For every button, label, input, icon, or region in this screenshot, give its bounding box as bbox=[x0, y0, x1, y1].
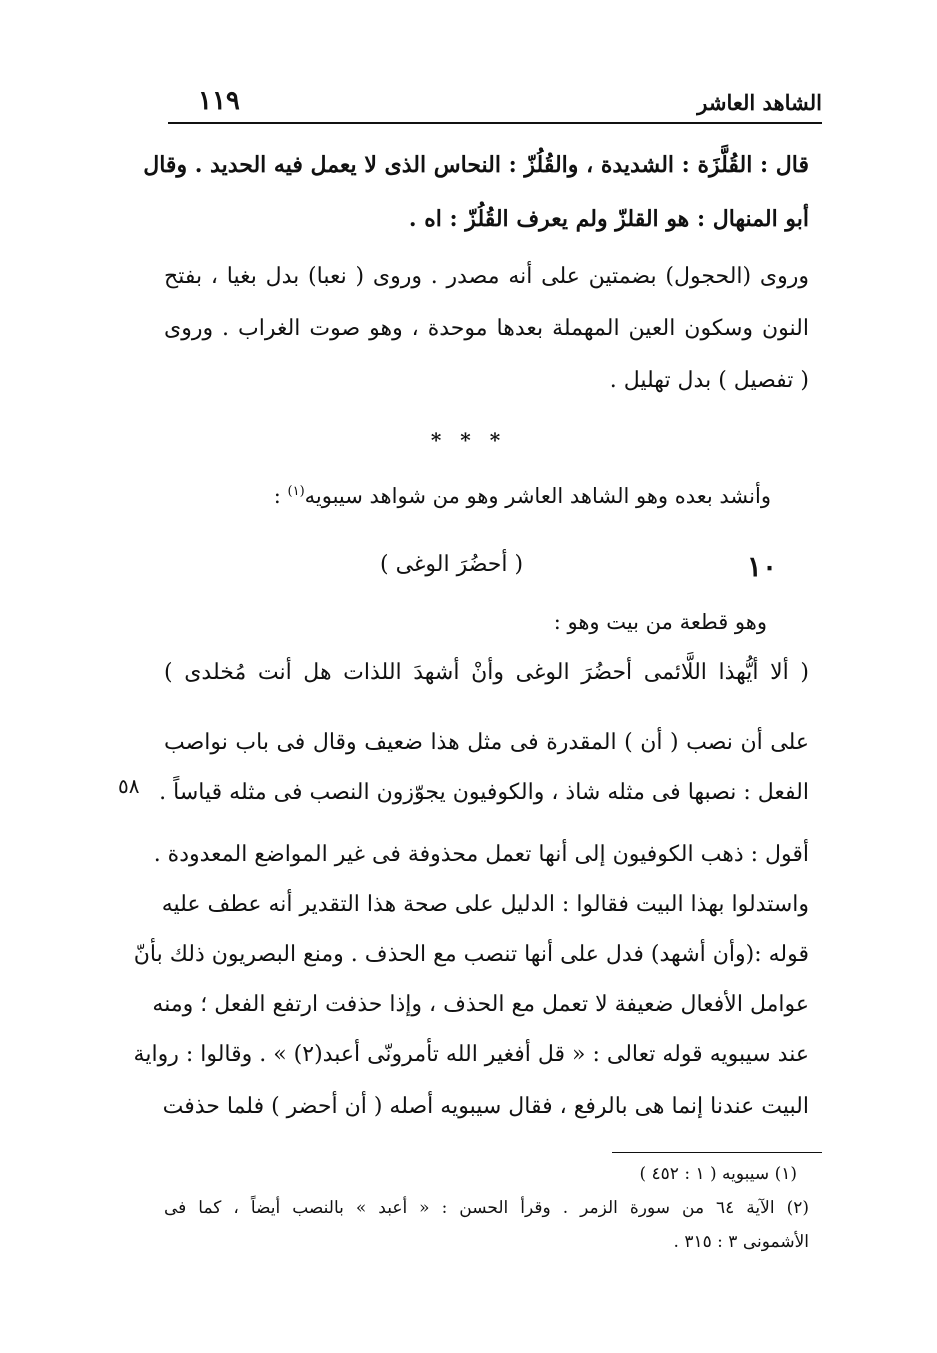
verse-line: ( ألا أيُّهذا اللَّائمى أحضُرَ الوغى وأنْ أشهدَ اللذات هل أنت مُخلدى ) bbox=[164, 660, 809, 685]
text-line: قوله :(وأن أشهد) فدل على أنها تنصب مع الحذف . ومنع البصريون ذلك بأنّ bbox=[133, 942, 809, 967]
text-line: على أن نصب ( أن ) المقدرة فى مثل هذا ضعيف وقال فى باب نواصب bbox=[164, 730, 809, 755]
intro-line bbox=[274, 484, 771, 508]
section-separator: * * * bbox=[430, 428, 507, 452]
text-line: البيت عندنا إنما هى بالرفع ، فقال سيبويه أصله ( أن أحضر ) فلما حذفت bbox=[162, 1094, 809, 1119]
footnote-ref: (١) bbox=[287, 484, 305, 499]
text-line: عند سيبويه قوله تعالى : « قل أفغير الله تأمرونّى أعبد(٢) » . وقالوا : رواية bbox=[133, 1042, 809, 1067]
shahid-title: ( أحضُرَ الوغى ) bbox=[380, 552, 524, 577]
text-line: وروى (الحجول) بضمتين على أنه مصدر . وروى ( نعبا) بدل بغيا ، بفتح bbox=[164, 264, 809, 289]
text-line: واستدلوا بهذا البيت فقالوا : الدليل على صحة هذا التقدير أنه عطف عليه bbox=[161, 892, 809, 917]
running-header bbox=[168, 86, 822, 120]
text-line: النون وسكون العين المهملة بعدها موحدة ، وهو صوت الغراب . وروى bbox=[164, 316, 809, 341]
text-line: عوامل الأفعال ضعيفة لا تعمل مع الحذف ، وإذا حذفت ارتفع الفعل ؛ ومنه bbox=[152, 992, 809, 1017]
intro-text: وأنشد بعده وهو الشاهد العاشر وهو من شواهد سيبويه bbox=[304, 484, 771, 508]
header-rule bbox=[168, 122, 822, 124]
footnote-1: (١) سيبويه ( ١ : ٤٥٢ ) bbox=[639, 1164, 797, 1184]
footnote-rule bbox=[612, 1152, 822, 1153]
margin-number: ٥٨ bbox=[118, 774, 140, 798]
shahid-number: ١٠ bbox=[746, 550, 777, 583]
page-number: ١١٩ bbox=[198, 86, 240, 116]
text-line: ( تفصيل ) بدل تهليل . bbox=[609, 368, 809, 393]
chapter-title: الشاهد العاشر bbox=[697, 90, 822, 115]
text-line: قال : القُلَّزَة : الشديدة ، والقُلُزّ : النحاس الذى لا يعمل فيه الحديد . وقال bbox=[143, 152, 809, 178]
verse-intro: وهو قطعة من بيت وهو : bbox=[553, 610, 767, 634]
text-line: أقول : ذهب الكوفيون إلى أنها تعمل محذوفة فى غير المواضع المعدودة . bbox=[153, 842, 809, 867]
text-line: أبو المنهال : هو القلزّ ولم يعرف القُلُزّ : اه . bbox=[408, 206, 809, 232]
footnote-2-cont: الأشمونى ٣ : ٣١٥ . bbox=[673, 1232, 809, 1252]
footnote-2: (٢) الآية ٦٤ من سورة الزمر . وقرأ الحسن : « أعبد » بالنصب أيضاً ، كما فى bbox=[164, 1198, 809, 1218]
intro-colon: : bbox=[273, 484, 281, 508]
text-line: الفعل : نصبها فى مثله شاذ ، والكوفيون يجوّزون النصب فى مثله قياساً . bbox=[159, 780, 809, 805]
